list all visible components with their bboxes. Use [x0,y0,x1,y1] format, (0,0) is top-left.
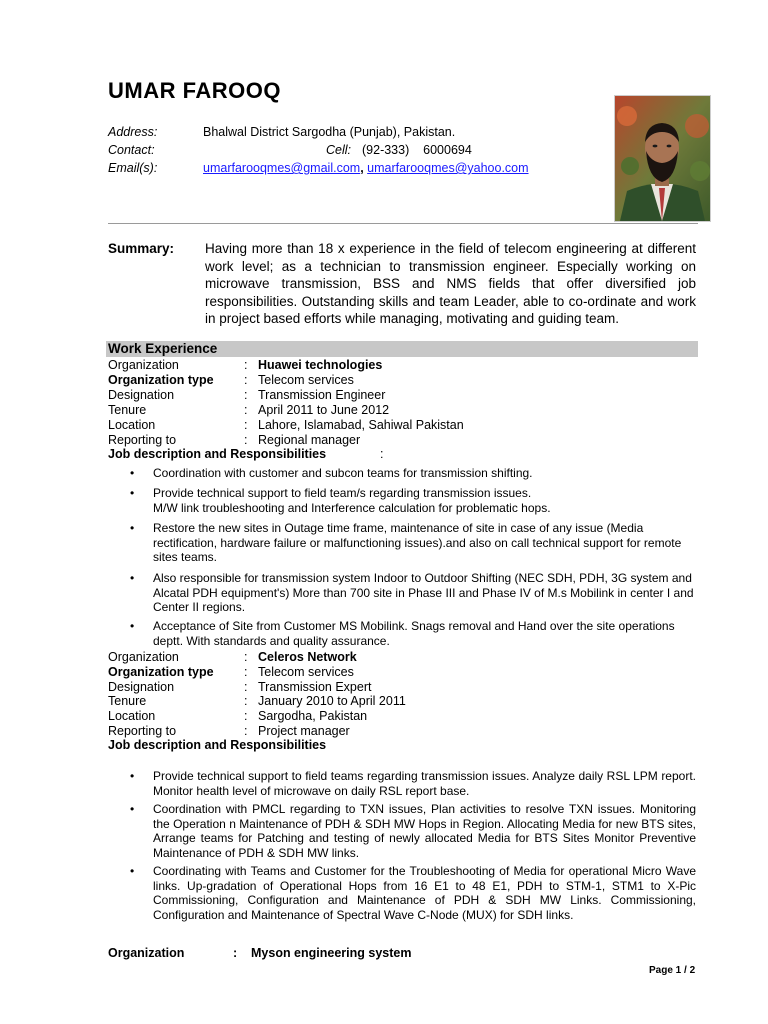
job1-jd-colon: : [380,447,384,461]
job2-bullet: Coordination with PMCL regarding to TXN issues, Plan activities to resolve TXN issues. Monitoring the Operation n Maintenance of PDH & SDH MW Hops in Region. Allocating Media for new BTS sites, Arrange teams for Patching and testing of newly allocated Media for BTS Sites Monitor Preventive Maintenance of PDH & SDH MW links. [153,802,696,860]
bullet-icon: • [130,769,135,783]
job2-location: Sargodha, Pakistan [258,709,368,723]
job2-tenure-label: Tenure [108,694,147,708]
contact-label: Contact: [108,143,155,157]
address-value: Bhalwal District Sargodha (Punjab), Pakistan. [203,125,456,139]
candidate-name: UMAR FAROOQ [108,78,281,103]
profile-photo [614,95,711,222]
colon: : [244,650,248,664]
colon: : [244,403,248,417]
job1-jd-label: Job description and Responsibilities [108,447,327,461]
cell-value: (92-333) 6000694 [362,143,472,157]
colon: : [244,388,248,402]
colon: : [244,418,248,432]
colon: : [244,358,248,372]
job1-location: Lahore, Islamabad, Sahiwal Pakistan [258,418,464,432]
job2-location-label: Location [108,709,156,723]
job2-reporting-label: Reporting to [108,724,177,738]
job1-bullet: Also responsible for transmission system Indoor to Outdoor Shifting (NEC SDH, PDH, 3G system and Alcatal PDH equipment's) More than 700 site in Phase III and Phase IV of M.s Mobilink in center I and Center II regions. [153,571,694,614]
colon: : [244,680,248,694]
colon: : [244,709,248,723]
job3-colon: : [233,946,238,960]
job1-reporting: Regional manager [258,433,361,447]
colon: : [244,724,248,738]
work-experience-header [106,341,698,357]
email-label: Email(s): [108,161,158,175]
job2-bullet: Coordinating with Teams and Customer for the Troubleshooting of Media for operational Micro Wave links. Up-gradation of Operational Hops from 16 E1 to 48 E1, PDH to STM-1, STM1 to X-Pic Commissioning, Configuration and Maintenance of PDH & SDH MW Links. Commissioning, Configuration and Maintenance of Spectral Wave C-Node (MUX) for SDH links. [153,864,696,922]
job1-org-label: Organization [108,358,179,372]
job1-tenure: April 2011 to June 2012 [258,403,390,417]
job2-designation-label: Designation [108,680,175,694]
job3-org-label: Organization [108,946,185,960]
job2-jd-label: Job description and Responsibilities [108,738,327,752]
bullet-icon: • [130,802,135,816]
job1-designation: Transmission Engineer [258,388,386,402]
email-link-yahoo[interactable]: umarfarooqmes@yahoo.com [367,161,529,175]
job1-reporting-label: Reporting to [108,433,177,447]
job3-org: Myson engineering system [251,946,412,960]
page-number: Page 1 / 2 [649,965,696,976]
job1-bullet: Acceptance of Site from Customer MS Mobilink. Snags removal and Hand over the site operations deptt. With standards and quality assurance. [153,619,675,648]
address-label: Address: [108,125,158,139]
job1-designation-label: Designation [108,388,175,402]
job2-org-label: Organization [108,650,179,664]
bullet-icon: • [130,619,135,633]
colon: : [244,694,248,708]
job1-type-label: Organization type [108,373,214,387]
email-list [203,161,529,175]
job1-org: Huawei technologies [258,358,383,372]
bullet-icon: • [130,466,135,480]
job2-bullet: Provide technical support to field teams regarding transmission issues. Analyze daily RSL LPM report. Monitor health level of microwave on daily RSL report base. [153,769,696,798]
bullet-icon: • [130,521,135,535]
job2-type-label: Organization type [108,665,214,679]
colon: : [244,665,248,679]
colon: : [244,433,248,447]
job1-location-label: Location [108,418,156,432]
job2-tenure: January 2010 to April 2011 [258,694,406,708]
email-link-gmail[interactable]: umarfarooqmes@gmail.com [203,161,361,175]
job2-designation: Transmission Expert [258,680,372,694]
work-experience-title: Work Experience [108,341,218,356]
email-separator: , [360,161,364,175]
job1-bullet-continuation: M/W link troubleshooting and Interference calculation for problematic hops. [153,501,551,515]
summary-text: Having more than 18 x experience in the field of telecom engineering at different work level; as a technician to transmission engineer. Especially working on microwave transmission, BSS and NMS fields that offer diversified job responsibilities. Outstanding skills and team Leader, able to co-ordinate and work in project based efforts while managing, motivating and guiding team. [205,241,696,326]
bullet-icon: • [130,864,135,878]
colon: : [244,373,248,387]
job1-bullet: Coordination with customer and subcon teams for transmission shifting. [153,466,533,480]
job1-bullet: Provide technical support to field team/s regarding transmission issues. [153,486,532,500]
job1-bullet: Restore the new sites in Outage time frame, maintenance of site in case of any issue (Media rectification, hardware failure or malfunctioning issues).and also on call technical support for remote sites teams. [153,521,682,564]
job1-type: Telecom services [258,373,354,387]
bullet-icon: • [130,486,135,500]
summary-label: Summary: [108,241,175,256]
header-divider [108,223,698,224]
bullet-icon: • [130,571,135,585]
job1-tenure-label: Tenure [108,403,147,417]
cell-label: Cell: [326,143,352,157]
job2-type: Telecom services [258,665,354,679]
job2-reporting: Project manager [258,724,350,738]
job2-org: Celeros Network [258,650,357,664]
